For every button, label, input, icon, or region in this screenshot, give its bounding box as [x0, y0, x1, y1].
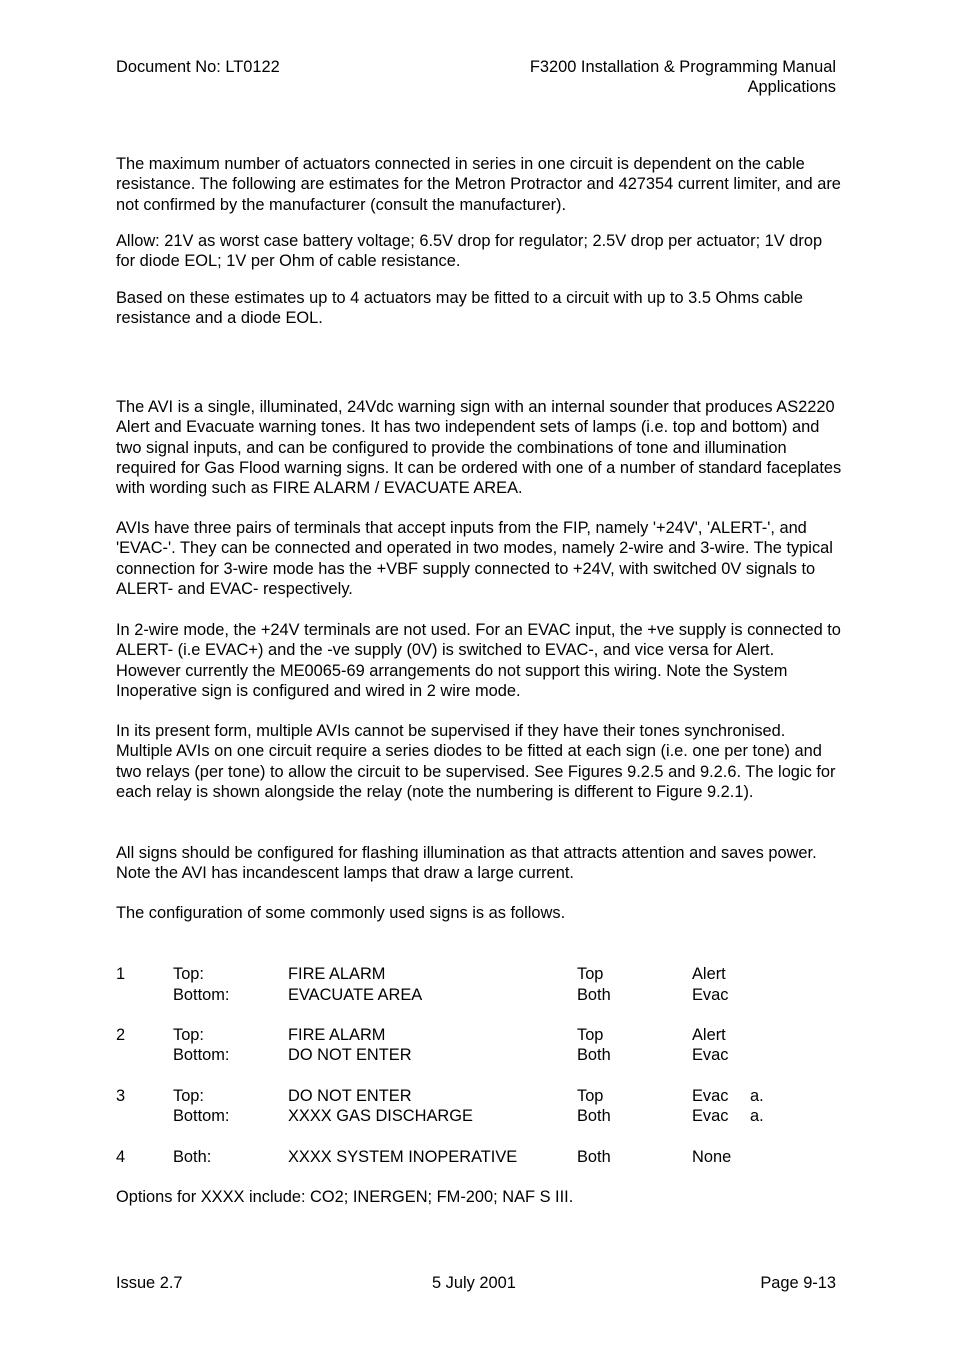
illumination: Top — [577, 1026, 604, 1044]
manual-title: F3200 Installation & Programming Manual — [529, 58, 836, 76]
illumination: Both — [577, 986, 611, 1004]
tone: Evac — [692, 1087, 729, 1105]
lamp-position: Both: — [173, 1148, 212, 1166]
illumination: Both — [577, 1107, 611, 1125]
tone: Alert — [692, 965, 726, 983]
paragraph-config-intro: The configuration of some commonly used signs is as follows. — [116, 904, 566, 922]
illumination: Both — [577, 1046, 611, 1064]
tone: None — [692, 1148, 732, 1166]
sign-number: 3 — [116, 1087, 126, 1105]
lamp-position: Top: — [173, 965, 204, 983]
sign-number: 4 — [116, 1148, 126, 1166]
sign-wording: FIRE ALARM — [288, 965, 386, 983]
table-row — [116, 985, 842, 1005]
manual-header — [530, 57, 836, 97]
table-row — [116, 1086, 842, 1106]
lamp-position: Bottom: — [173, 986, 230, 1004]
options-note: Options for XXXX include: CO2; INERGEN; FM-200; NAF S III. — [116, 1188, 574, 1206]
lamp-position: Bottom: — [173, 1107, 230, 1125]
paragraph-actuator-limit: The maximum number of actuators connected in series in one circuit is dependent on the cable resistance. The following are estimates for the Metron Protractor and 427354 current limiter, and are not confirmed by the manufacturer (consult the manufacturer). — [116, 155, 841, 214]
sign-wording: XXXX GAS DISCHARGE — [288, 1107, 473, 1125]
sign-wording: DO NOT ENTER — [288, 1087, 412, 1105]
table-row — [116, 1147, 842, 1167]
table-row — [116, 1045, 842, 1065]
tone: Evac — [692, 1107, 729, 1125]
issue-number: Issue 2.7 — [116, 1274, 183, 1292]
note-marker: a. — [750, 1107, 764, 1125]
sign-wording: XXXX SYSTEM INOPERATIVE — [288, 1148, 518, 1166]
paragraph-supervision: In its present form, multiple AVIs cannot be supervised if they have their tones synchronised. Multiple AVIs on one circuit require a series diodes to be fitted at each sign (i.e. one per tone) and two relays (per tone) to allow the circuit to be supervised. See Figures 9.2.5 and 9.2.6. The logic for each relay is shown alongside the relay (note the numbering is different to Figure 9.2.1). — [116, 722, 836, 801]
page-number: Page 9-13 — [760, 1274, 836, 1292]
sign-wording: EVACUATE AREA — [288, 986, 423, 1004]
document-number: Document No: LT0122 — [116, 58, 280, 76]
paragraph-avi-description: The AVI is a single, illuminated, 24Vdc warning sign with an internal sounder that produces AS2220 Alert and Evacuate warning tones. It has two independent sets of lamps (i.e. top and bottom) and two signal inputs, and can be configured to provide the combinations of tone and illumination required for Gas Flood warning signs. It can be ordered with one of a number of standard faceplates with wording such as FIRE ALARM / EVACUATE AREA. — [116, 398, 842, 498]
illumination: Both — [577, 1148, 611, 1166]
note-marker: a. — [750, 1087, 764, 1105]
tone: Alert — [692, 1026, 726, 1044]
table-row — [116, 1106, 842, 1126]
lamp-position: Top: — [173, 1087, 204, 1105]
sign-wording: DO NOT ENTER — [288, 1046, 412, 1064]
tone: Evac — [692, 1046, 729, 1064]
table-row — [116, 964, 842, 984]
sign-wording: FIRE ALARM — [288, 1026, 386, 1044]
issue-date: 5 July 2001 — [432, 1274, 516, 1292]
lamp-position: Top: — [173, 1026, 204, 1044]
tone: Evac — [692, 986, 729, 1004]
paragraph-flashing: All signs should be configured for flashing illumination as that attracts attention and saves power. Note the AVI has incandescent lamps that draw a large current. — [116, 844, 817, 883]
paragraph-avi-terminals: AVIs have three pairs of terminals that accept inputs from the FIP, namely '+24V', 'ALERT-', and 'EVAC-'. They can be connected and operated in two modes, namely 2-wire and 3-wire. The typical connection for 3-wire mode has the +VBF supply connected to +24V, with switched 0V signals to ALERT- and EVAC- respectively. — [116, 519, 833, 598]
illumination: Top — [577, 1087, 604, 1105]
paragraph-estimate-result: Based on these estimates up to 4 actuators may be fitted to a circuit with up to 3.5 Ohms cable resistance and a diode EOL. — [116, 289, 803, 328]
paragraph-two-wire-mode: In 2-wire mode, the +24V terminals are not used. For an EVAC input, the +ve supply is connected to ALERT- (i.e EVAC+) and the -ve supply (0V) is switched to EVAC-, and vice versa for Alert. However currently the ME0065-69 arrangements do not support this wiring. Note the System Inoperative sign is configured and wired in 2 wire mode. — [116, 621, 841, 700]
table-row — [116, 1025, 842, 1045]
lamp-position: Bottom: — [173, 1046, 230, 1064]
section-name: Applications — [747, 78, 836, 96]
illumination: Top — [577, 965, 604, 983]
paragraph-voltage-allowance: Allow: 21V as worst case battery voltage; 6.5V drop for regulator; 2.5V drop per actuator; 1V drop for diode EOL; 1V per Ohm of cable resistance. — [116, 232, 823, 271]
sign-number: 2 — [116, 1026, 126, 1044]
sign-number: 1 — [116, 965, 126, 983]
